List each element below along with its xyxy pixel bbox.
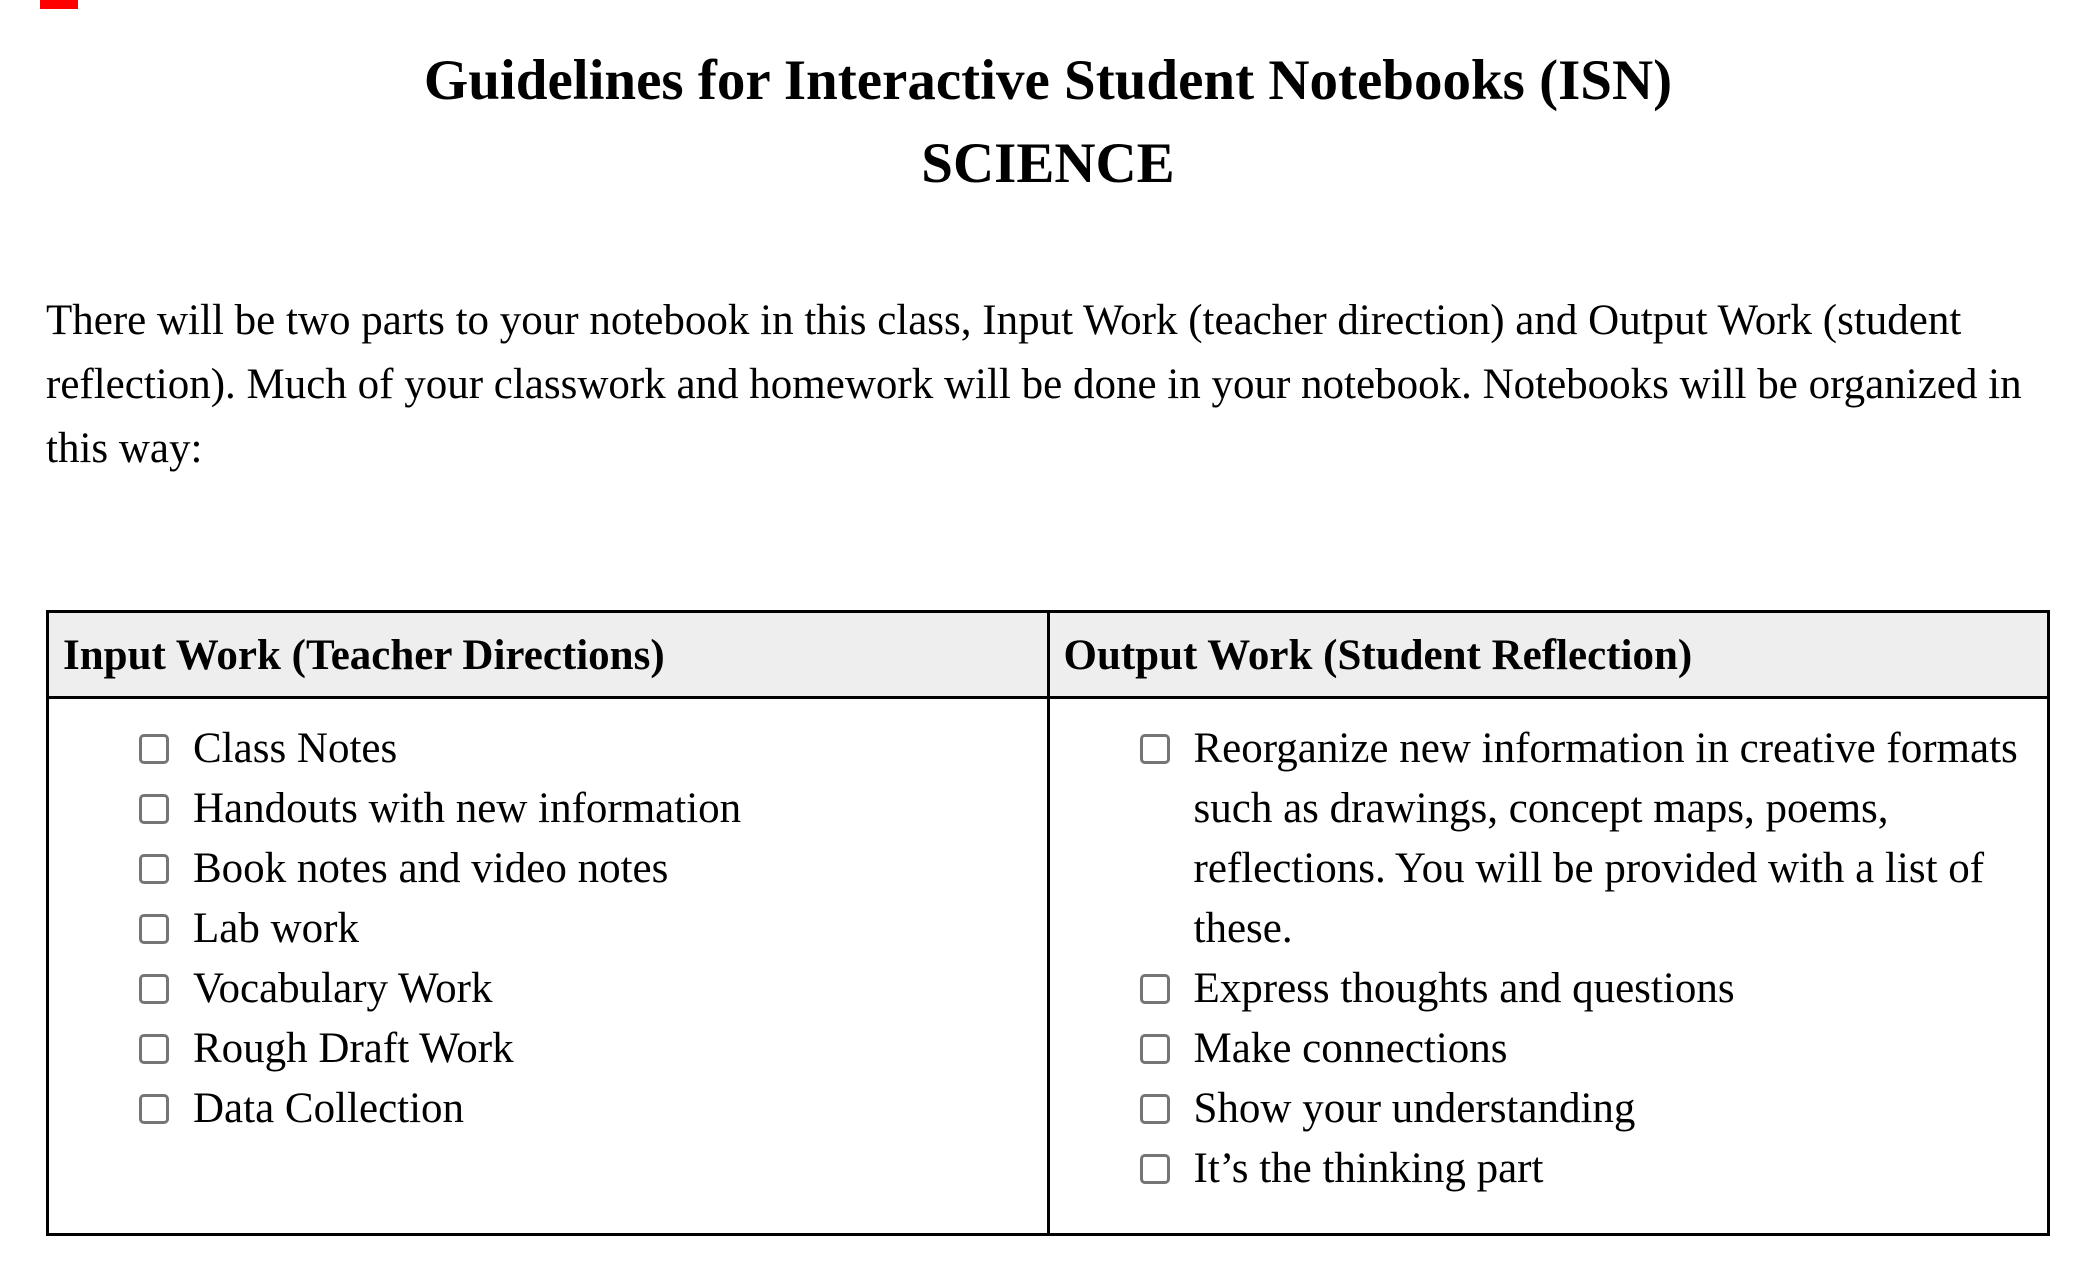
checklist-item-label: Data Collection <box>193 1085 465 1133</box>
checklist-item-label: Lab work <box>193 905 359 953</box>
checkbox-icon <box>1140 1154 1170 1184</box>
checklist-item-label: Make connections <box>1193 1025 1508 1073</box>
checklist-item <box>1140 959 2024 1019</box>
checklist-item <box>139 779 1023 839</box>
input-work-list <box>49 719 1023 1139</box>
output-work-header: Output Work (Student Reflection) <box>1048 612 2049 698</box>
page-title <box>46 40 2050 205</box>
intro-paragraph: There will be two parts to your notebook in this class, Input Work (teacher direction) and Output Work (student reflection). Much of your classwork and homework will be done in your notebook. Notebooks will be organized in this way: <box>46 297 2022 472</box>
checkbox-icon <box>139 1034 169 1064</box>
checkbox-icon <box>1140 734 1170 764</box>
title-line-1: Guidelines for Interactive Student Notebooks (ISN) <box>423 49 1673 112</box>
checklist-item-label: Vocabulary Work <box>193 965 493 1013</box>
checklist-item-label: Reorganize new information in creative formats such as drawings, concept maps, poems, reflections. You will be provided with a list of these. <box>1193 725 2018 953</box>
checkbox-icon <box>139 734 169 764</box>
checklist-item <box>139 719 1023 779</box>
checklist-item <box>1140 1139 2024 1199</box>
checklist-item-label: Express thoughts and questions <box>1193 965 1735 1013</box>
checkbox-icon <box>1140 974 1170 1004</box>
red-marker <box>40 0 78 9</box>
checklist-item <box>139 899 1023 959</box>
checkbox-icon <box>139 974 169 1004</box>
input-work-header: Input Work (Teacher Directions) <box>48 612 1049 698</box>
checklist-item-label: Class Notes <box>193 725 398 773</box>
checklist-item <box>139 839 1023 899</box>
output-work-list <box>1050 719 2024 1199</box>
checkbox-icon <box>139 854 169 884</box>
checkbox-icon <box>1140 1094 1170 1124</box>
checklist-item-label: Handouts with new information <box>193 785 742 833</box>
output-work-cell <box>1048 698 2049 1235</box>
checklist-item <box>1140 1019 2024 1079</box>
checklist-item <box>139 1019 1023 1079</box>
table-header-row <box>48 612 2049 698</box>
checklist-item <box>1140 1079 2024 1139</box>
checkbox-icon <box>139 1094 169 1124</box>
checklist-item <box>139 1079 1023 1139</box>
checklist-item-label: Rough Draft Work <box>193 1025 514 1073</box>
checkbox-icon <box>139 794 169 824</box>
title-line-2: SCIENCE <box>921 131 1175 195</box>
checkbox-icon <box>1140 1034 1170 1064</box>
work-table <box>46 610 2050 1236</box>
input-work-cell <box>48 698 1049 1235</box>
checklist-item <box>139 959 1023 1019</box>
table-body-row <box>48 698 2049 1235</box>
checklist-item-label: Show your understanding <box>1193 1085 1636 1133</box>
checklist-item <box>1140 719 2024 959</box>
checklist-item-label: It’s the thinking part <box>1193 1145 1544 1193</box>
checkbox-icon <box>139 914 169 944</box>
checklist-item-label: Book notes and video notes <box>193 845 669 893</box>
